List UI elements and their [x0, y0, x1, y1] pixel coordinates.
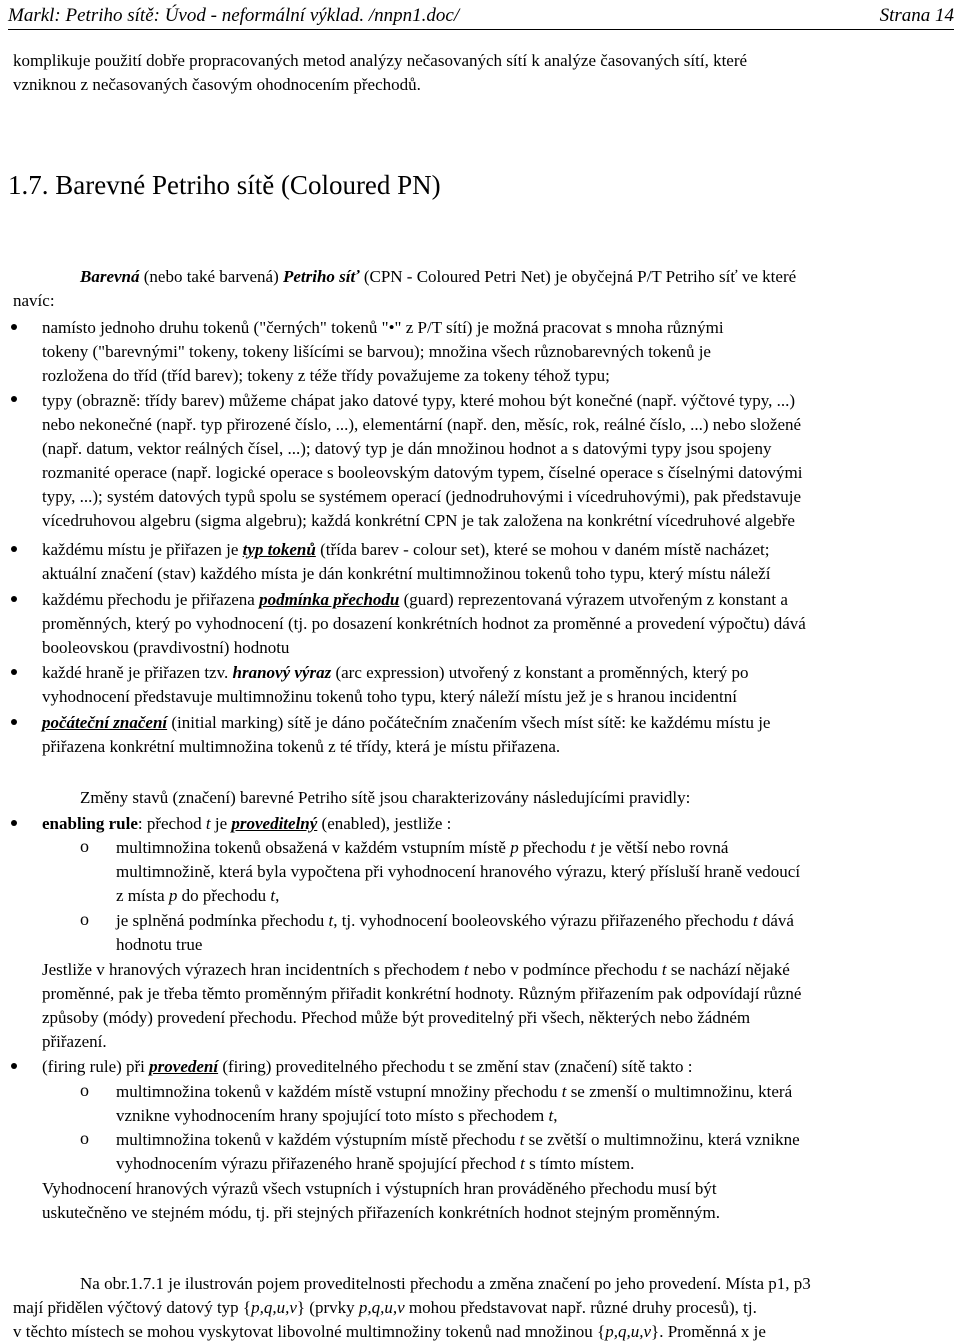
rules-intro: Změny stavů (značení) barevné Petriho sítě jsou charakterizovány následujícími pravidly:: [80, 788, 691, 807]
paragraph-line: Vyhodnocení hranových výrazů všech vstupních i výstupních hran prováděného přechodu musí být: [42, 1179, 717, 1198]
text: dává: [757, 911, 794, 930]
bullet: [11, 546, 17, 552]
paragraph-line: [42, 958, 790, 982]
text: multimnožina tokenů v každém místě vstupní množiny přechodu: [116, 1082, 562, 1101]
var-t: t: [328, 911, 334, 930]
text: z místa: [116, 886, 169, 905]
text: (CPN - Coloured Petri Net) je obyčejná P/T Petriho síť ve které: [359, 267, 797, 286]
page-header: [8, 3, 954, 30]
text: } (prvky: [296, 1298, 359, 1317]
text: se nachází nějaké: [666, 960, 790, 979]
text: ,: [275, 886, 280, 905]
text: Jestliže v hranových výrazech hran incidentních s přechodem: [42, 960, 465, 979]
sub-bullet: o: [80, 909, 89, 929]
text: se zmenší o multimnožinu, která: [566, 1082, 793, 1101]
text: s tímto místem.: [524, 1154, 635, 1173]
term-provedeni: provedení: [149, 1057, 219, 1076]
sub-item-line: [116, 836, 728, 860]
list-item-line: aktuální značení (stav) každého místa je dán konkrétní multimnožinou tokenů toho typu, který místu náleží: [42, 564, 771, 583]
text: každé hraně je přiřazen tzv.: [42, 663, 233, 682]
term-hranovy-vyraz: hranový výraz: [232, 663, 332, 682]
list-item-line: typy (obrazně: třídy barev) můžeme chápat jako datové typy, které mohou být konečné (např. výčtové typy, ...): [42, 391, 796, 410]
list-item-line: rozmanité operace (např. logické operace s booleovským datovým typem, číselné operace s číselnými datovými: [42, 463, 803, 482]
text: multimnožina tokenů obsažená v každém vstupním místě: [116, 838, 511, 857]
text: vznikne vyhodnocením hrany spojující toto místo s přechodem: [116, 1106, 549, 1125]
var-t: t: [561, 1082, 567, 1101]
bullet: [11, 324, 17, 330]
list-item-line: proměnných, který po vyhodnocení (tj. po dosazení konkrétních hodnot za proměnné a provedení výpočtu) dává: [42, 614, 806, 633]
var-t: t: [464, 960, 469, 979]
text: : přechod: [137, 814, 206, 833]
list-item-line: [42, 661, 749, 685]
header-page-number: Strana 14: [879, 5, 954, 26]
paragraph-line: uskutečněno ve stejném módu, tj. při stejných přiřazeních konkrétních hodnot stejným proměnným.: [42, 1203, 720, 1222]
text: se zvětší o multimnožinu, která vznikne: [524, 1130, 800, 1149]
text: multimnožina tokenů v každém výstupním místě přechodu: [116, 1130, 520, 1149]
paragraph-line: proměnné, pak je třeba těmto proměnným přiřadit konkrétní hodnoty. Různým přiřazením pak odpovídají různé: [42, 984, 802, 1003]
text: je splněná podmínka přechodu: [116, 911, 329, 930]
definition-line: [80, 265, 796, 289]
paragraph-line: [13, 1296, 757, 1320]
section-heading: 1.7. Barevné Petriho sítě (Coloured PN): [8, 170, 441, 200]
term-petriho-sit: Petriho síť: [282, 267, 360, 286]
var-p: p: [510, 838, 519, 857]
sub-item-line: hodnotu true: [116, 935, 203, 954]
text: mají přidělen výčtový datový typ {: [13, 1298, 252, 1317]
list-item-line: [42, 538, 769, 562]
list-item-line: vícedruhovou algebru (sigma algebru); každá konkrétní CPN je tak založena na konkrétní vícedruhové algebře: [42, 511, 795, 530]
text: (firing) proveditelného přechodu t se změní stav (značení) sítě takto :: [218, 1057, 693, 1076]
text: (arc expression) utvořený z konstant a proměnných, který po: [331, 663, 749, 682]
term-typ-tokenu: typ tokenů: [242, 540, 316, 559]
enabling-rule-label: enabling rule: [42, 814, 138, 833]
sub-item-line: [116, 1152, 634, 1176]
text: }. Proměnná x je: [651, 1322, 766, 1341]
text: (initial marking) sítě je dáno počátečním značením všech míst sítě: ke každému místu je: [167, 713, 771, 732]
paragraph-line: Na obr.1.7.1 je ilustrován pojem proveditelnosti přechodu a změna značení po jeho provedení. Místa p1, p3: [80, 1274, 811, 1293]
sub-item-line: [116, 1128, 800, 1152]
sub-item-line: [116, 884, 279, 908]
list-item-line: přiřazena konkrétní multimnožina tokenů z té třídy, která je místu přiřazena.: [42, 737, 561, 756]
set-elements: p,q,u,v: [251, 1298, 297, 1317]
list-item-line: (např. datum, vektor reálných čísel, ...); datový typ je dán množinou hodnot a s datovými typy jsou spojeny: [42, 439, 772, 458]
var-t: t: [661, 960, 667, 979]
sub-item-line: [116, 1104, 557, 1128]
bullet: [11, 820, 17, 826]
paragraph-line: [13, 1320, 766, 1344]
sub-item-line: [116, 1080, 792, 1104]
list-item-line: booleovskou (pravdivostní) hodnotu: [42, 638, 290, 657]
text: vyhodnocením výrazu přiřazeného hraně spojující přechod: [116, 1154, 521, 1173]
text: do přechodu: [177, 886, 271, 905]
sub-item-line: [116, 909, 794, 933]
bullet: [11, 719, 17, 725]
list-item-line: rozložena do tříd (tříd barev); tokeny z téže třídy považujeme za tokeny téhož typu;: [42, 366, 610, 385]
var-t: t: [752, 911, 758, 930]
var-t: t: [548, 1106, 554, 1125]
text: ,: [553, 1106, 558, 1125]
text: (enabled), jestliže :: [317, 814, 452, 833]
text: je: [210, 814, 232, 833]
var-t: t: [519, 1130, 525, 1149]
list-item-line: typy, ...); systém datových typů spolu se systémem operací (jednodruhovými i vícedruhovými), pak představuje: [42, 487, 802, 506]
text: (nebo také barvená): [139, 267, 283, 286]
bullet: [11, 396, 17, 402]
var-t: t: [270, 886, 276, 905]
text: (guard) reprezentovaná výrazem utvořeným z konstant a: [399, 590, 788, 609]
intro-line: vzniknou z nečasovaných časovým ohodnocením přechodů.: [13, 75, 421, 94]
definition-line: navíc:: [13, 291, 55, 310]
var-p: p: [168, 886, 178, 905]
bullet: [11, 669, 17, 675]
var-t: t: [520, 1154, 525, 1173]
text: mohou představovat např. různé druhy procesů), tj.: [404, 1298, 757, 1317]
enabling-rule-line: [42, 812, 451, 836]
paragraph-line: přiřazení.: [42, 1032, 107, 1051]
paragraph-line: způsoby (módy) provedení přechodu. Přechod může být proveditelný při všech, některých nebo žádném: [42, 1008, 751, 1027]
sub-item-line: multimnožině, která byla vypočtena při vyhodnocení hranového výrazu, který přísluší hraně vedoucí: [116, 862, 801, 881]
text: , tj. vyhodnocení booleovského výrazu přiřazeného přechodu: [333, 911, 753, 930]
text: v těchto místech se mohou vyskytovat libovolné multimnožiny tokenů nad množinou {: [13, 1322, 606, 1341]
term-podminka-prechodu: podmínka přechodu: [259, 590, 400, 609]
text: (třída barev - colour set), které se mohou v daném místě nacházet;: [315, 540, 770, 559]
text: nebo v podmínce přechodu: [468, 960, 662, 979]
term-barevna: Barevná: [80, 267, 140, 286]
sub-bullet: o: [80, 836, 89, 856]
list-item-line: nebo nekonečné (např. typ přirozené číslo, ...), elementární (např. den, měsíc, rok, reálné číslo, ...) nebo složené: [42, 415, 802, 434]
term-pocatecni-znaceni: počáteční značení: [42, 713, 168, 732]
set-elements: p,q,u,v: [605, 1322, 652, 1341]
list-item-line: [42, 711, 770, 735]
term-proveditelny: proveditelný: [231, 814, 318, 833]
firing-rule-line: [42, 1055, 693, 1079]
list-item-line: tokeny ("barevnými" tokeny, tokeny lišícími se barvou); množina všech různobarevných tokenů je: [42, 342, 711, 361]
bullet: [11, 1063, 17, 1069]
header-left: Markl: Petriho sítě: Úvod - neformální výklad. /nnpn1.doc/: [8, 5, 460, 26]
set-elements: p,q,u,v: [358, 1298, 405, 1317]
text: přechodu: [518, 838, 591, 857]
var-t: t: [205, 814, 211, 833]
sub-bullet: o: [80, 1128, 89, 1148]
text: (firing rule) při: [42, 1057, 150, 1076]
text: každému místu je přiřazen je: [42, 540, 243, 559]
list-item-line: namísto jednoho druhu tokenů ("černých" tokenů "•" z P/T sítí) je možná pracovat s mnoha různými: [42, 318, 724, 337]
list-item-line: [42, 588, 788, 612]
list-item-line: vyhodnocení představuje multimnožinu tokenů toho typu, který náleží místu jež je s hranou incidentní: [42, 687, 737, 706]
bullet: [11, 596, 17, 602]
text: každému přechodu je přiřazena: [42, 590, 260, 609]
intro-line: komplikuje použití dobře propracovaných metod analýzy nečasovaných sítí k analýze časovaných sítí, které: [13, 51, 748, 70]
var-t: t: [590, 838, 596, 857]
text: je větší nebo rovná: [595, 838, 729, 857]
sub-bullet: o: [80, 1080, 89, 1100]
